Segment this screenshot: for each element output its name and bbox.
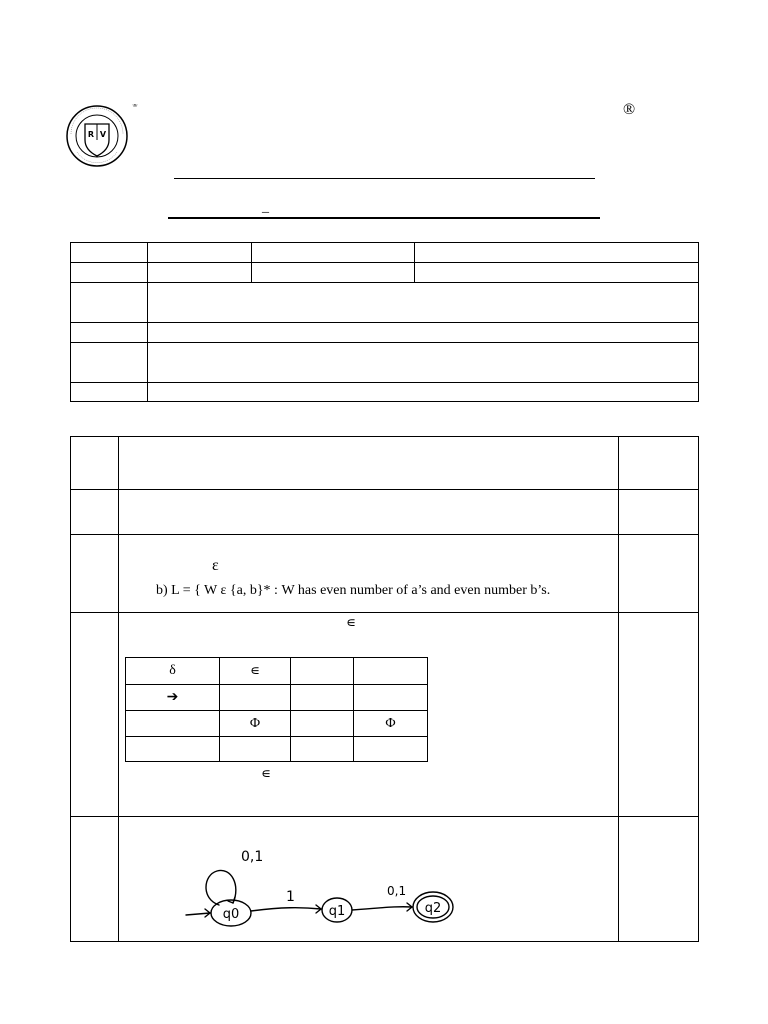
transition-cell: Φ	[354, 711, 428, 737]
info-cell	[415, 243, 699, 263]
info-cell	[252, 243, 415, 263]
question-number-cell	[71, 535, 119, 613]
transition-cell	[126, 711, 220, 737]
question-row	[71, 817, 699, 942]
question-body-cell	[119, 535, 619, 613]
underline-dash: _	[262, 200, 269, 215]
info-cell	[71, 343, 148, 383]
state2-label: q2	[424, 901, 442, 916]
question-marks-cell	[619, 490, 699, 535]
epsilon-symbol: ∊	[346, 616, 357, 631]
info-row	[71, 323, 699, 343]
title-underline	[174, 178, 595, 179]
svg-text:®: ®	[132, 104, 138, 109]
question-row	[71, 437, 699, 490]
question-marks-cell	[619, 437, 699, 490]
question-marks-cell	[619, 817, 699, 942]
info-row	[71, 343, 699, 383]
header-cell: δ	[126, 658, 220, 685]
info-row	[71, 243, 699, 263]
institution-logo	[57, 104, 139, 170]
transition-cell: Φ	[220, 711, 291, 737]
exam-info-table	[70, 242, 699, 402]
info-cell	[71, 383, 148, 402]
transition-cell	[354, 685, 428, 711]
transition-table	[125, 657, 428, 762]
info-cell	[148, 343, 699, 383]
info-cell	[71, 323, 148, 343]
start-arrow-cell: ➔	[126, 685, 220, 711]
info-cell	[252, 263, 415, 283]
rv-seal-icon	[57, 104, 139, 170]
question-body-cell	[119, 817, 619, 942]
header-cell	[291, 658, 354, 685]
loop-label: 0,1	[241, 849, 264, 865]
edge2-label: 0,1	[387, 884, 407, 898]
info-cell	[148, 323, 699, 343]
question-number-cell	[71, 437, 119, 490]
info-cell	[71, 263, 148, 283]
info-cell	[71, 243, 148, 263]
question-row	[71, 535, 699, 613]
header-cell: ∊	[220, 658, 291, 685]
question-body-cell	[119, 490, 619, 535]
info-cell	[148, 243, 252, 263]
info-cell	[148, 283, 699, 323]
question-number-cell	[71, 613, 119, 817]
edge1-label: 1	[286, 889, 295, 905]
transition-row	[126, 711, 428, 737]
question-marks-cell	[619, 535, 699, 613]
transition-cell	[220, 685, 291, 711]
epsilon-symbol: ∊	[261, 767, 272, 782]
start-arrow	[186, 913, 210, 915]
info-cell	[71, 283, 148, 323]
question-number-cell	[71, 490, 119, 535]
registered-mark: ®	[623, 101, 636, 118]
transition-cell	[126, 737, 220, 762]
question-body-cell	[119, 437, 619, 490]
question-marks-cell	[619, 613, 699, 817]
transition-row	[126, 737, 428, 762]
transition-cell	[291, 685, 354, 711]
question-number-cell	[71, 817, 119, 942]
epsilon-symbol: ε	[212, 557, 219, 574]
question-row	[71, 490, 699, 535]
info-row	[71, 383, 699, 402]
transition-cell	[220, 737, 291, 762]
state0-label: q0	[222, 907, 240, 922]
info-row	[71, 263, 699, 283]
header-cell	[354, 658, 428, 685]
info-cell	[148, 263, 252, 283]
edge-q1-q2	[352, 907, 412, 910]
state1-label: q1	[328, 904, 346, 919]
subtitle-underline	[168, 217, 600, 219]
edge-q0-q1	[251, 908, 321, 911]
transition-row	[126, 685, 428, 711]
svg-text:V: V	[99, 130, 107, 139]
info-cell	[415, 263, 699, 283]
nfa-state-diagram	[181, 837, 481, 947]
info-cell	[148, 383, 699, 402]
transition-cell	[354, 737, 428, 762]
transition-cell	[291, 737, 354, 762]
svg-text:R: R	[87, 130, 95, 139]
transition-header-row	[126, 658, 428, 685]
info-row	[71, 283, 699, 323]
question-part-b: b) L = { W ε {a, b}* : W has even number of a’s and even number b’s.	[156, 583, 551, 598]
transition-cell	[291, 711, 354, 737]
